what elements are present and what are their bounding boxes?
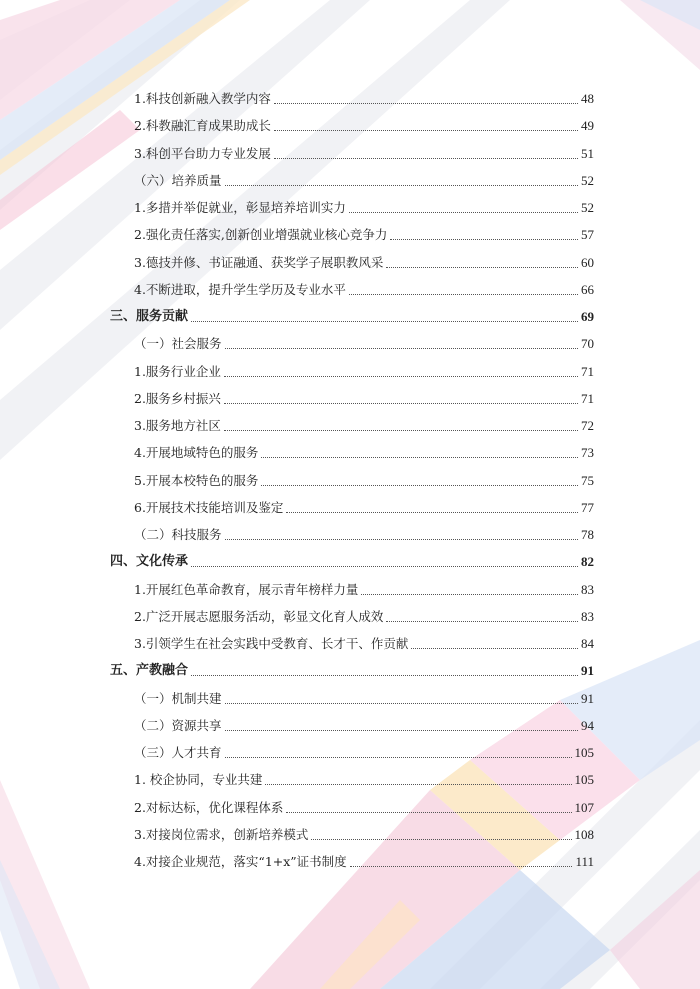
toc-page-number: 51 — [581, 146, 594, 161]
dot-leader — [274, 103, 578, 104]
toc-entry-title: 1.科技创新融入教学内容 — [134, 91, 271, 106]
dot-leader — [261, 485, 578, 486]
toc-page-number: 105 — [574, 745, 594, 760]
toc-page-number: 73 — [581, 445, 594, 460]
dot-leader — [224, 403, 578, 404]
toc-entry-title: 1.服务行业企业 — [134, 364, 221, 379]
toc-entry[interactable] — [134, 225, 594, 245]
toc-entry[interactable] — [134, 280, 594, 300]
dot-leader — [225, 703, 578, 704]
dot-leader — [361, 594, 578, 595]
toc-entry[interactable] — [134, 253, 594, 273]
toc-page-number: 69 — [581, 309, 594, 324]
toc-entry-title: 1. 校企协同，专业共建 — [134, 772, 263, 787]
toc-page-number: 91 — [581, 663, 594, 678]
toc-entry[interactable] — [134, 334, 594, 354]
dot-leader — [311, 839, 571, 840]
toc-entry[interactable] — [134, 743, 594, 763]
toc-entry[interactable] — [134, 498, 594, 518]
toc-entry[interactable] — [134, 144, 594, 164]
toc-entry[interactable] — [134, 580, 594, 600]
toc-page-number: 71 — [581, 364, 594, 379]
toc-entry[interactable] — [134, 471, 594, 491]
toc-entry-title: 3.德技并修、书证融通、获奖学子展职教风采 — [134, 255, 384, 270]
toc-entry[interactable] — [134, 607, 594, 627]
toc-page-number: 60 — [581, 255, 594, 270]
toc-page-number: 57 — [581, 227, 594, 242]
dot-leader — [225, 348, 578, 349]
toc-entry[interactable] — [134, 89, 594, 109]
toc-entry-title: 1.多措并举促就业，彰显培养培训实力 — [134, 200, 346, 215]
toc-page-number: 72 — [581, 418, 594, 433]
dot-leader — [224, 376, 578, 377]
dot-leader — [224, 430, 578, 431]
toc-page-number: 105 — [574, 772, 594, 787]
toc-entry-title: 5.开展本校特色的服务 — [134, 473, 259, 488]
toc-entry[interactable] — [134, 825, 594, 845]
toc-page-number: 91 — [581, 691, 594, 706]
toc-page-number: 83 — [581, 582, 594, 597]
toc-entry-title: 四、文化传承 — [110, 554, 189, 569]
toc-entry[interactable] — [134, 362, 594, 382]
toc-page-number: 52 — [581, 200, 594, 215]
toc-entry-title: 3.对接岗位需求，创新培养模式 — [134, 827, 309, 842]
toc-page-number: 82 — [581, 554, 594, 569]
toc-entry[interactable] — [134, 198, 594, 218]
dot-leader — [225, 539, 578, 540]
toc-entry-title: （二）资源共享 — [134, 718, 222, 733]
dot-leader — [286, 812, 571, 813]
toc-page-number: 75 — [581, 473, 594, 488]
toc-entry-title: （一）社会服务 — [134, 336, 222, 351]
toc-entry[interactable] — [134, 689, 594, 709]
toc-entry-title: 3.引领学生在社会实践中受教育、长才干、作贡献 — [134, 636, 409, 651]
toc-entry-title: （六）培养质量 — [134, 173, 222, 188]
toc-page-number: 77 — [581, 500, 594, 515]
toc-page-number: 111 — [575, 854, 594, 869]
toc-entry[interactable] — [134, 171, 594, 191]
dot-leader — [191, 321, 578, 322]
toc-page-number: 107 — [574, 800, 594, 815]
dot-leader — [274, 130, 578, 131]
toc-entry[interactable] — [134, 770, 594, 790]
dot-leader — [265, 784, 571, 785]
toc-entry[interactable] — [134, 798, 594, 818]
dot-leader — [261, 457, 578, 458]
toc-entry-title: 2.对标达标，优化课程体系 — [134, 800, 284, 815]
dot-leader — [225, 185, 578, 186]
toc-entry-title: 4.对接企业规范，落实“1+x”证书制度 — [134, 854, 347, 869]
toc-entry-title: 三、服务贡献 — [110, 309, 189, 324]
toc-page-number: 78 — [581, 527, 594, 542]
dot-leader — [191, 675, 578, 676]
toc-page-number: 83 — [581, 609, 594, 624]
toc-entry[interactable] — [134, 116, 594, 136]
dot-leader — [411, 648, 578, 649]
toc-page-number: 52 — [581, 173, 594, 188]
dot-leader — [225, 730, 578, 731]
toc-entry[interactable] — [134, 389, 594, 409]
dot-leader — [286, 512, 578, 513]
toc-page-number: 48 — [581, 91, 594, 106]
dot-leader — [225, 757, 572, 758]
toc-entry-title: 2.广泛开展志愿服务活动，彰显文化育人成效 — [134, 609, 384, 624]
toc-entry-title: 1.开展红色革命教育，展示青年榜样力量 — [134, 582, 359, 597]
toc-entry-title: 2.强化责任落实,创新创业增强就业核心竞争力 — [134, 227, 388, 242]
toc-entry-title: 3.科创平台助力专业发展 — [134, 146, 271, 161]
toc-page-number: 84 — [581, 636, 594, 651]
toc-entry[interactable] — [134, 443, 594, 463]
toc-entry-title: 4.不断进取，提升学生学历及专业水平 — [134, 282, 346, 297]
toc-entry[interactable] — [134, 634, 594, 654]
toc-entry-title: 2.科教融汇育成果助成长 — [134, 118, 271, 133]
dot-leader — [191, 566, 578, 567]
toc-page-number: 70 — [581, 336, 594, 351]
toc-page-number: 71 — [581, 391, 594, 406]
toc-entry[interactable] — [134, 525, 594, 545]
toc-entry[interactable] — [134, 416, 594, 436]
toc-entry-title: （三）人才共育 — [134, 745, 222, 760]
toc-page-number: 49 — [581, 118, 594, 133]
dot-leader — [386, 267, 578, 268]
toc-page-number: 94 — [581, 718, 594, 733]
dot-leader — [349, 212, 578, 213]
toc-page-number: 66 — [581, 282, 594, 297]
toc-entry-title: 4.开展地域特色的服务 — [134, 445, 259, 460]
toc-entry-title: 6.开展技术技能培训及鉴定 — [134, 500, 284, 515]
toc-entry-title: （二）科技服务 — [134, 527, 222, 542]
toc-entry[interactable] — [134, 716, 594, 736]
dot-leader — [390, 239, 578, 240]
dot-leader — [274, 158, 578, 159]
dot-leader — [349, 294, 578, 295]
toc-entry-title: （一）机制共建 — [134, 691, 222, 706]
toc-entry[interactable] — [134, 852, 594, 872]
toc-entry[interactable] — [110, 307, 594, 327]
toc-entry-title: 3.服务地方社区 — [134, 418, 221, 433]
toc-page-number: 108 — [574, 827, 594, 842]
dot-leader — [386, 621, 578, 622]
toc-entry-title: 2.服务乡村振兴 — [134, 391, 221, 406]
toc-entry[interactable] — [110, 661, 594, 681]
toc-entry-title: 五、产教融合 — [110, 663, 189, 678]
dot-leader — [350, 866, 573, 867]
toc-entry[interactable] — [110, 552, 594, 572]
